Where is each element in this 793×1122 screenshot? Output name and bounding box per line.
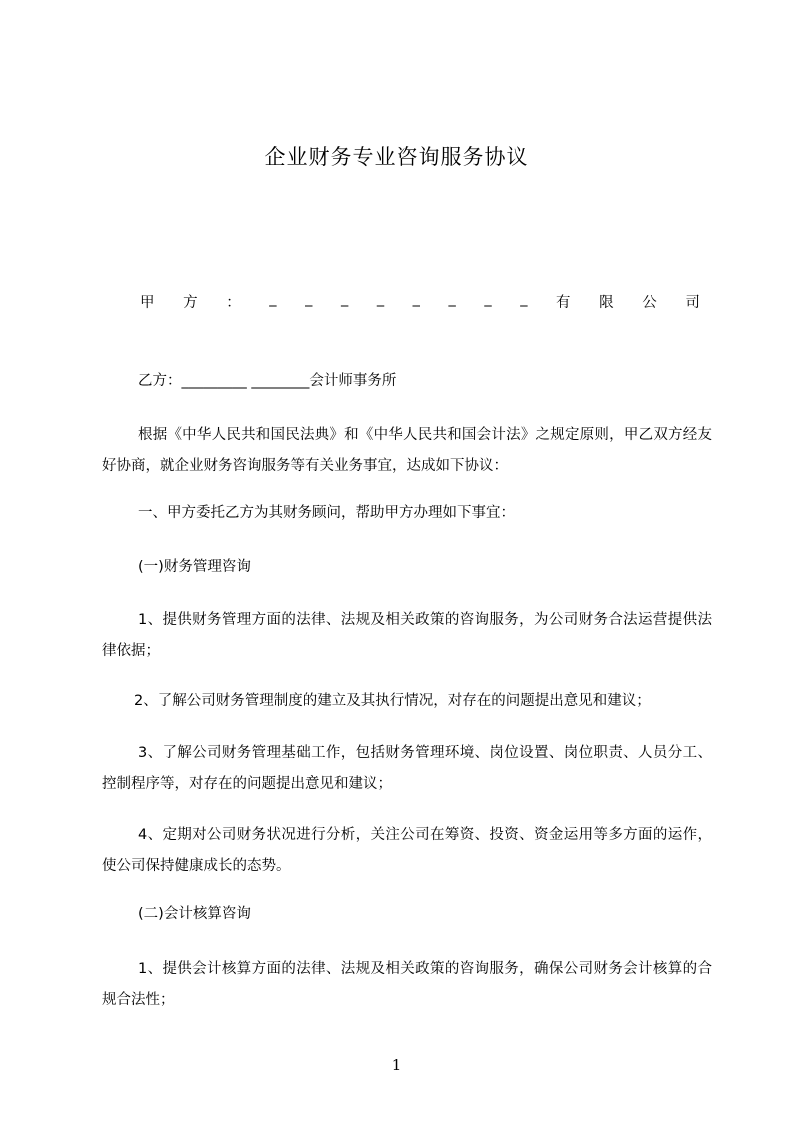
party-a-char: 司: [685, 295, 700, 311]
section-1-heading: 一、甲方委托乙方为其财务顾问，帮助甲方办理如下事宜：: [138, 505, 515, 521]
item-2-1: 1、提供会计核算方面的法律、法规及相关政策的咨询服务，确保公司财务会计核算的合规合法性；: [102, 961, 712, 1008]
item-1-3: 3、了解公司财务管理基础工作，包括财务管理环境、岗位设置、岗位职责、人员分工、控制程序等，对存在的问题提出意见和建议；: [102, 745, 712, 792]
subsection-1-heading: (一)财务管理咨询: [138, 559, 251, 575]
party-a-char: 公: [642, 295, 657, 311]
document-title: 企业财务专业咨询服务协议: [264, 145, 529, 169]
party-a-char: ：: [226, 295, 241, 311]
subsection-2-heading: (二)会计核算咨询: [138, 906, 251, 922]
item-1-1: 1、提供财务管理方面的法律、法规及相关政策的咨询服务，为公司财务合法运营提供法律依据；: [102, 612, 712, 659]
party-a-blank: _: [305, 291, 313, 307]
item-1-2: 2、了解公司财务管理制度的建立及其执行情况，对存在的问题提出意见和建议；: [134, 693, 651, 709]
party-a-blank: _: [340, 291, 349, 307]
party-a-char: 有: [556, 295, 571, 311]
party-a-blank: _: [520, 291, 528, 307]
party-a-blank: _: [484, 291, 492, 307]
party-a-blank: _: [448, 291, 456, 307]
party-a-char: 方: [183, 295, 198, 311]
party-a-blank: _: [412, 291, 420, 307]
party-a-char: 限: [599, 295, 614, 311]
party-a-blank: _: [269, 291, 277, 307]
party-a-char: 甲: [140, 295, 155, 311]
party-a-line: [140, 291, 700, 312]
page-number: 1: [391, 1056, 402, 1074]
party-b-line: 乙方：_________ ________会计师事务所: [138, 373, 397, 389]
item-1-4: 4、定期对公司财务状况进行分析，关注公司在筹资、投资、资金运用等多方面的运作，使公司保持健康成长的态势。: [102, 827, 712, 874]
party-a-blank: _: [376, 291, 385, 307]
intro-paragraph: 根据《中华人民共和国民法典》和《中华人民共和国会计法》之规定原则，甲乙双方经友好协商，就企业财务咨询服务等有关业务事宜，达成如下协议：: [102, 427, 712, 474]
